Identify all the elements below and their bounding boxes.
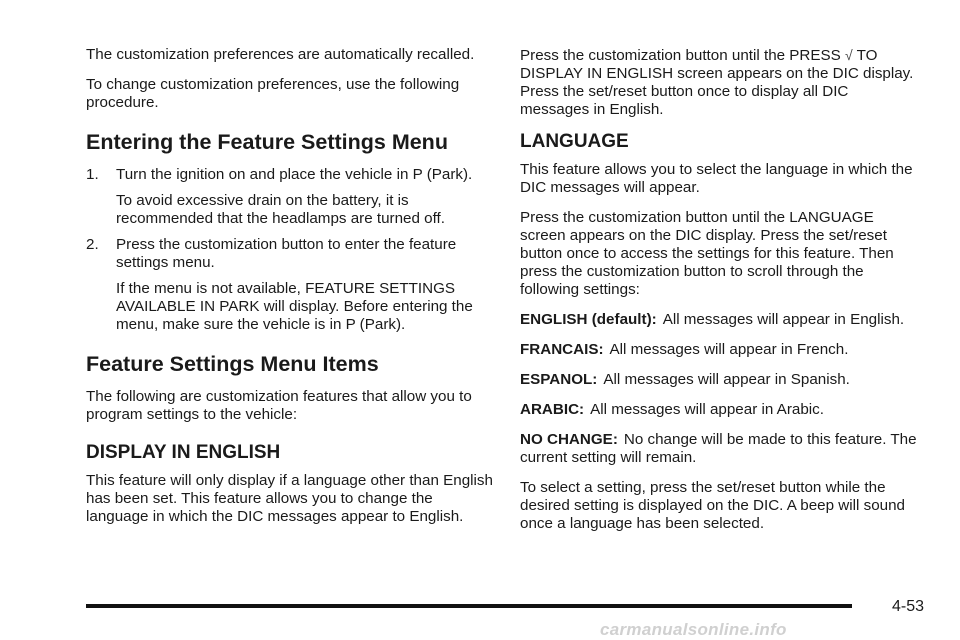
step-2 xyxy=(86,236,494,272)
option-term: FRANCAIS: xyxy=(520,341,604,358)
language-steps-paragraph: Press the customization button until the LANGUAGE screen appears on the DIC display. Press the set/reset button once to access the settings for this feature. Then press the customization button to scroll through the following settings: xyxy=(520,209,894,298)
option-desc: All messages will appear in French. xyxy=(609,341,849,358)
option-term: ARABIC: xyxy=(520,401,585,418)
option-desc: No change will be made to this feature. The current setting will remain. xyxy=(520,431,917,466)
heading-menu-items: Feature Settings Menu Items xyxy=(86,352,379,376)
option-desc: All messages will appear in English. xyxy=(662,311,905,328)
language-intro-paragraph: This feature allows you to select the language in which the DIC messages will appear. xyxy=(520,161,913,196)
steps-list xyxy=(86,166,494,334)
step-text: Turn the ignition on and place the vehicle in P (Park). xyxy=(116,166,473,183)
option-arabic xyxy=(520,401,920,419)
option-desc: All messages will appear in Arabic. xyxy=(590,401,824,418)
step-text: Press the customization button to enter the feature settings menu. xyxy=(116,236,457,271)
option-term: NO CHANGE: xyxy=(520,431,618,448)
option-term: ENGLISH (default): xyxy=(520,311,657,328)
intro-paragraph-3: The following are customization features that allow you to program settings to the vehicle: xyxy=(86,388,472,423)
left-column xyxy=(86,46,494,538)
paragraph-part-b: TO DISPLAY IN ENGLISH screen appears on the DIC display. Press the set/reset button once to display all DIC messages in English. xyxy=(520,47,914,118)
display-english-paragraph: This feature will only display if a language other than English has been set. This feature allows you to change the language in which the DIC messages appear to English. xyxy=(86,472,493,525)
intro-paragraph-2: To change customization preferences, use the following procedure. xyxy=(86,76,460,111)
option-espanol xyxy=(520,371,920,389)
option-desc: All messages will appear in Spanish. xyxy=(603,371,850,388)
select-setting-paragraph: To select a setting, press the set/reset button while the desired setting is displayed on the DIC. A beep will sound once a language has been selected. xyxy=(520,479,905,532)
press-customization-paragraph xyxy=(520,46,920,119)
option-term: ESPANOL: xyxy=(520,371,598,388)
check-icon: √ xyxy=(845,47,853,63)
intro-paragraph-1: The customization preferences are automatically recalled. xyxy=(86,46,475,63)
paragraph-part-a: Press the customization button until the PRESS xyxy=(520,47,841,64)
step-number: 2. xyxy=(86,236,99,253)
option-english xyxy=(520,311,920,329)
step-1 xyxy=(86,166,494,184)
step-1-note: To avoid excessive drain on the battery, it is recommended that the headlamps are turned off. xyxy=(116,192,445,227)
watermark: carmanualsonline.info xyxy=(600,620,787,639)
heading-entering-menu: Entering the Feature Settings Menu xyxy=(86,130,448,154)
option-francais xyxy=(520,341,920,359)
footer-rule xyxy=(86,604,852,608)
page-number: 4-53 xyxy=(892,598,925,615)
heading-language: LANGUAGE xyxy=(520,131,629,152)
step-number: 1. xyxy=(86,166,99,183)
step-2-note: If the menu is not available, FEATURE SETTINGS AVAILABLE IN PARK will display. Before entering the menu, make sure the vehicle is in P (Park). xyxy=(116,280,473,333)
subheading-display-in-english: DISPLAY IN ENGLISH xyxy=(86,442,281,463)
right-column xyxy=(520,46,920,545)
option-no-change xyxy=(520,431,920,467)
